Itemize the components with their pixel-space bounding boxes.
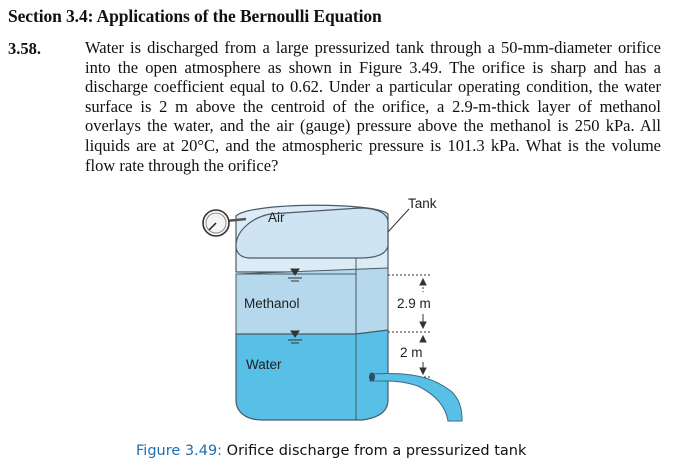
figure-caption-text: Orifice discharge from a pressurized tank [226,443,527,459]
orifice [369,373,375,382]
section-title: Section 3.4: Applications of the Bernoulli Equation [8,6,382,26]
problem-number: 3.58. [8,39,41,58]
methanol-label: Methanol [244,296,300,311]
figure-caption [136,443,526,459]
figure-caption-label: Figure 3.49: [136,443,223,459]
air-label: Air [268,210,285,225]
dimension-lines [388,275,430,377]
tank-label-pointer [388,209,409,232]
methanol-depth-label: 2.9 m [397,296,431,311]
water-label: Water [246,357,282,372]
tank-label: Tank [408,196,437,211]
water-layer [236,330,388,420]
problem-text: Water is discharged from a large pressurized tank through a 50-mm-diameter orifice into the open atmosphere as shown in Figure 3.49. The orifice is sharp and has a discharge coefficient equal to 0.62. Under a particular operating condition, the water surface is 2 m above the centroid of the orifice, a 2.9-m-thick layer of methanol overlays the water, and the air (gauge) pressure above the methanol is 250 kPa. All liquids are at 20°C, and the atmospheric pressure is 101.3 kPa. What is the volume flow rate through the orifice? [85,38,661,175]
water-depth-label: 2 m [400,345,423,360]
